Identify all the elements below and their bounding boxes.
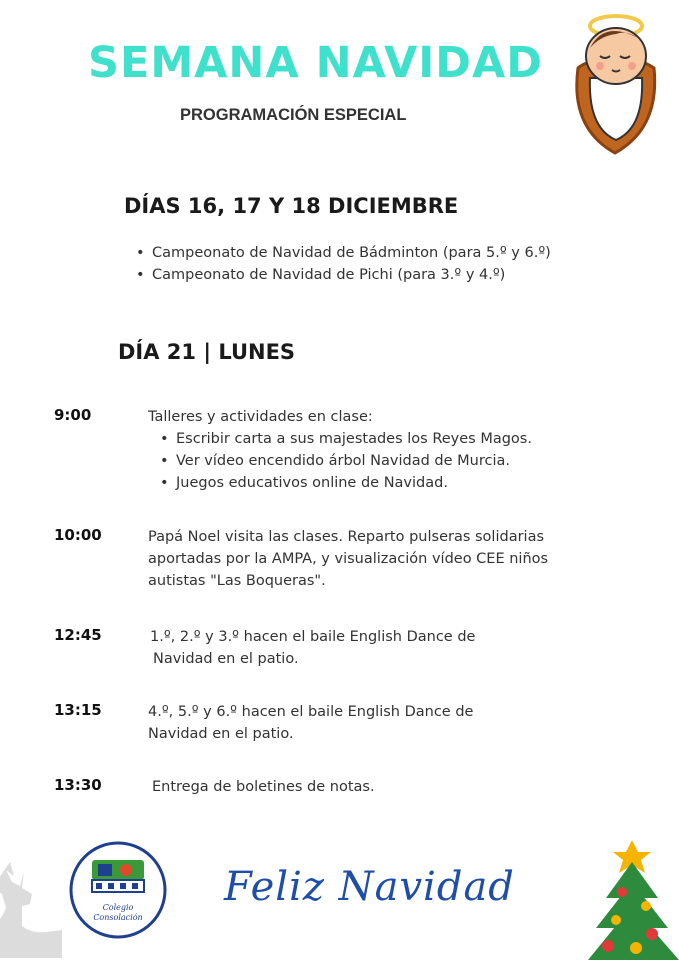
schedule-time: 10:00 (54, 526, 102, 544)
page-subtitle: PROGRAMACIÓN ESPECIAL (180, 106, 407, 124)
schedule-description (148, 406, 532, 494)
schedule-description (148, 701, 473, 745)
list-item: • Campeonato de Navidad de Bádminton (para 5.º y 6.º) (134, 242, 551, 264)
page-title: SEMANA NAVIDAD (88, 38, 543, 88)
list-item: • Campeonato de Navidad de Pichi (para 3.º y 4.º) (134, 264, 551, 286)
christmas-tree-icon (588, 836, 679, 960)
schedule-line: Navidad en el patio. (153, 651, 299, 667)
greeting-text: Feliz Navidad (224, 864, 515, 910)
section-heading-dias: DÍAS 16, 17 Y 18 DICIEMBRE (124, 194, 459, 218)
schedule-line: Papá Noel visita las clases. Reparto pulseras solidarias (148, 529, 545, 545)
schedule-time: 9:00 (54, 406, 92, 424)
schedule-description (150, 626, 475, 670)
schedule-line: Entrega de boletines de notas. (152, 779, 375, 795)
baby-jesus-illustration (560, 8, 670, 158)
section-heading-dia21: DÍA 21 | LUNES (118, 340, 296, 364)
schedule-line: 4.º, 5.º y 6.º hacen el baile English Dance de (148, 704, 474, 720)
section-list-dias (134, 242, 551, 286)
school-logo-text: Colegio Consolación (93, 903, 143, 922)
schedule-time: 12:45 (54, 626, 102, 644)
schedule-time: 13:15 (54, 701, 102, 719)
schedule-line: 1.º, 2.º y 3.º hacen el baile English Dance de (150, 629, 476, 645)
schedule-description (148, 526, 548, 592)
school-logo (68, 840, 168, 940)
schedule-line: Talleres y actividades en clase: (148, 409, 373, 425)
schedule-bullets (158, 428, 532, 494)
list-item: • Ver vídeo encendido árbol Navidad de Murcia. (158, 450, 532, 472)
schedule-time: 13:30 (54, 776, 102, 794)
schedule-line: autistas "Las Boqueras". (148, 573, 326, 589)
list-item: • Juegos educativos online de Navidad. (158, 472, 532, 494)
reindeer-icon (0, 858, 70, 958)
list-item: • Escribir carta a sus majestades los Reyes Magos. (158, 428, 532, 450)
schedule-description (152, 776, 375, 798)
schedule-line: Navidad en el patio. (148, 726, 294, 742)
schedule-line: aportadas por la AMPA, y visualización vídeo CEE niños (148, 551, 549, 567)
